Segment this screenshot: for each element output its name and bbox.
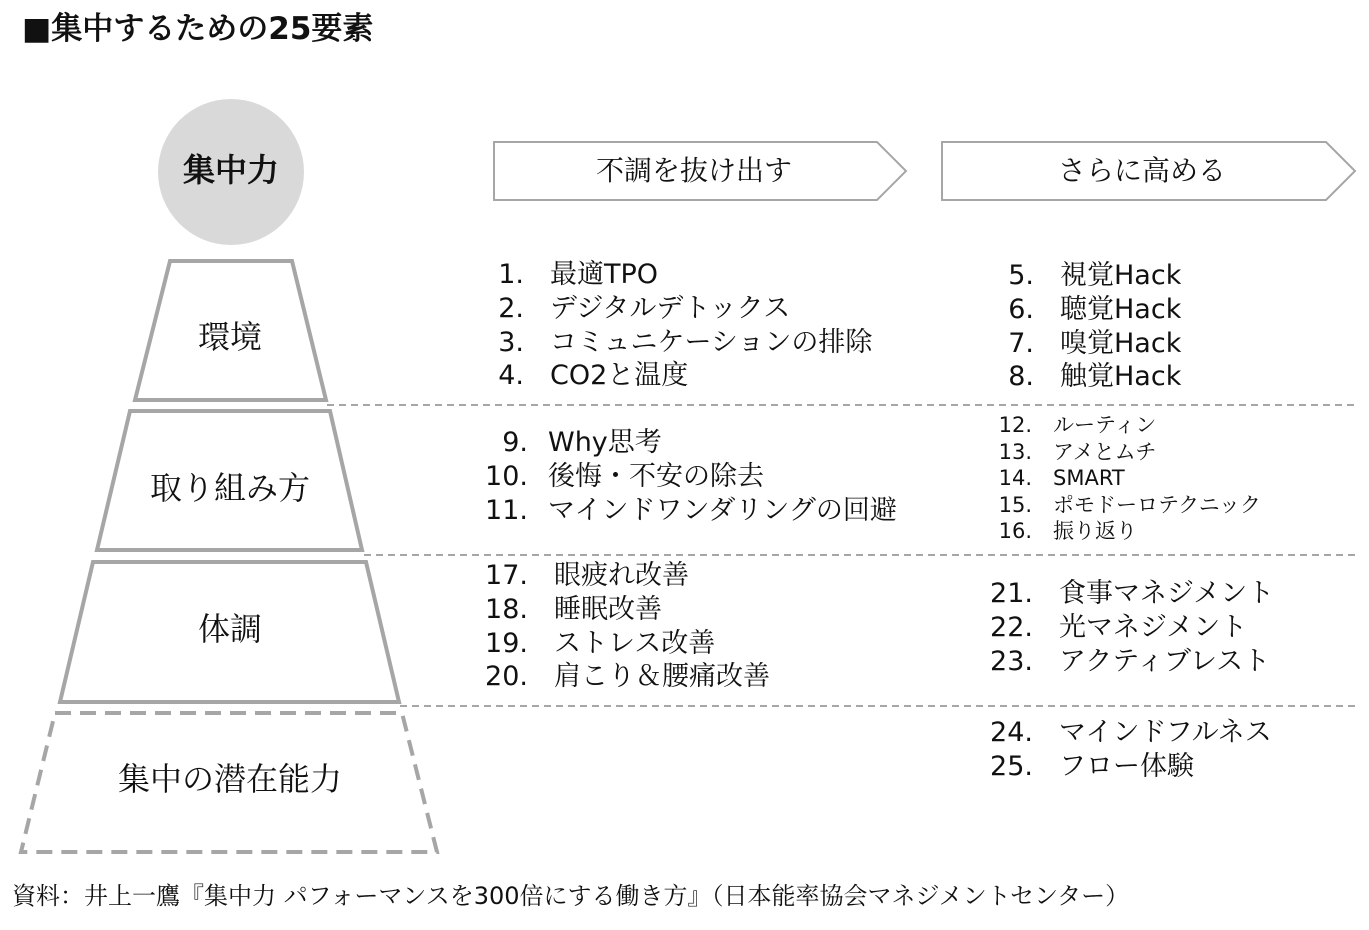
environment-left-list bbox=[480, 258, 872, 393]
item-text: ルーティン bbox=[1053, 413, 1157, 437]
list-item bbox=[994, 492, 1261, 519]
list-item bbox=[480, 359, 872, 393]
item-number: 21. bbox=[990, 578, 1033, 609]
item-text: 触覚Hack bbox=[1060, 361, 1182, 393]
item-text: アメとムチ bbox=[1053, 439, 1157, 464]
list-item bbox=[994, 412, 1261, 439]
item-text: CO2と温度 bbox=[550, 360, 689, 392]
item-number: 3. bbox=[498, 326, 524, 358]
item-text: コミュニケーションの排除 bbox=[550, 326, 873, 358]
item-number: 2. bbox=[498, 292, 524, 324]
condition-left-list bbox=[480, 559, 770, 694]
layer-approach-label: 取り組み方 bbox=[149, 469, 310, 507]
left-header-label: 不調を抜け出す bbox=[595, 154, 792, 187]
item-number: 7. bbox=[1008, 327, 1034, 359]
item-text: マインドフルネス bbox=[1059, 717, 1272, 748]
item-number: 8. bbox=[1008, 361, 1034, 393]
item-number: 23. bbox=[990, 645, 1033, 677]
list-item bbox=[994, 465, 1261, 492]
environment-right-list bbox=[990, 259, 1181, 394]
list-item bbox=[990, 293, 1181, 327]
item-text: 睡眠改善 bbox=[554, 593, 662, 625]
item-text: 後悔・不安の除去 bbox=[548, 460, 764, 492]
item-number: 24. bbox=[990, 717, 1033, 748]
layer-potential-label: 集中の潜在能力 bbox=[117, 760, 342, 798]
list-item bbox=[480, 660, 770, 694]
item-text: 振り返り bbox=[1053, 519, 1137, 544]
right-header-label: さらに高める bbox=[1057, 154, 1226, 187]
page-title: ■集中するための25要素 bbox=[22, 11, 374, 47]
item-number: 25. bbox=[990, 750, 1033, 782]
item-text: 聴覚Hack bbox=[1060, 293, 1182, 325]
item-number: 6. bbox=[1008, 293, 1034, 325]
item-number: 14. bbox=[998, 466, 1032, 491]
list-item bbox=[994, 518, 1261, 545]
item-text: 食事マネジメント bbox=[1059, 578, 1275, 609]
list-item bbox=[480, 494, 897, 528]
layer-condition-label: 体調 bbox=[197, 610, 262, 648]
list-item bbox=[985, 645, 1274, 679]
item-number: 15. bbox=[998, 492, 1032, 517]
list-item bbox=[990, 327, 1181, 361]
item-number: 9. bbox=[502, 427, 528, 458]
item-number: 20. bbox=[485, 661, 528, 693]
item-number: 16. bbox=[998, 519, 1032, 544]
item-number: 13. bbox=[998, 439, 1032, 464]
list-item bbox=[985, 750, 1272, 784]
list-item bbox=[480, 292, 872, 326]
item-text: 最適TPO bbox=[550, 259, 659, 290]
list-item bbox=[480, 326, 872, 360]
list-item bbox=[480, 559, 770, 593]
item-text: フロー体験 bbox=[1059, 750, 1194, 782]
item-number: 12. bbox=[998, 413, 1032, 437]
item-number: 1. bbox=[498, 259, 524, 290]
list-item bbox=[985, 716, 1272, 750]
list-item bbox=[994, 439, 1261, 466]
list-item bbox=[480, 426, 897, 460]
condition-right-list bbox=[985, 577, 1274, 678]
item-number: 18. bbox=[485, 593, 528, 625]
item-text: アクティブレスト bbox=[1059, 645, 1271, 677]
focus-label: 集中力 bbox=[182, 151, 279, 189]
layer-environment-label: 環境 bbox=[197, 318, 262, 356]
item-number: 4. bbox=[498, 360, 524, 392]
item-text: SMART bbox=[1053, 466, 1125, 491]
list-item bbox=[480, 593, 770, 627]
approach-right-list bbox=[994, 412, 1261, 545]
item-number: 19. bbox=[485, 627, 528, 659]
item-text: ポモドーロテクニック bbox=[1053, 492, 1261, 517]
list-item bbox=[480, 627, 770, 661]
item-number: 10. bbox=[485, 460, 528, 492]
item-number: 11. bbox=[485, 494, 528, 526]
approach-left-list bbox=[480, 426, 897, 527]
item-text: 視覚Hack bbox=[1060, 260, 1182, 291]
item-text: 光マネジメント bbox=[1059, 611, 1248, 643]
list-item bbox=[480, 460, 897, 494]
list-item bbox=[985, 577, 1274, 611]
list-item bbox=[990, 259, 1181, 293]
item-number: 22. bbox=[990, 611, 1033, 643]
potential-right-list bbox=[985, 716, 1272, 784]
item-text: 嗅覚Hack bbox=[1060, 327, 1182, 359]
item-number: 5. bbox=[1008, 260, 1034, 291]
item-text: ストレス改善 bbox=[554, 627, 716, 659]
list-item bbox=[480, 258, 872, 292]
source-note: 資料：井上一鷹『集中力 パフォーマンスを300倍にする働き方』（日本能率協会マネジメントセンター） bbox=[12, 882, 1130, 910]
item-text: 肩こり＆腰痛改善 bbox=[554, 661, 770, 693]
list-item bbox=[985, 611, 1274, 645]
item-text: 眼疲れ改善 bbox=[554, 560, 689, 591]
list-item bbox=[990, 360, 1181, 394]
item-text: マインドワンダリングの回避 bbox=[548, 494, 897, 526]
item-number: 17. bbox=[485, 560, 528, 591]
item-text: Why思考 bbox=[548, 427, 662, 458]
item-text: デジタルデトックス bbox=[550, 292, 791, 324]
